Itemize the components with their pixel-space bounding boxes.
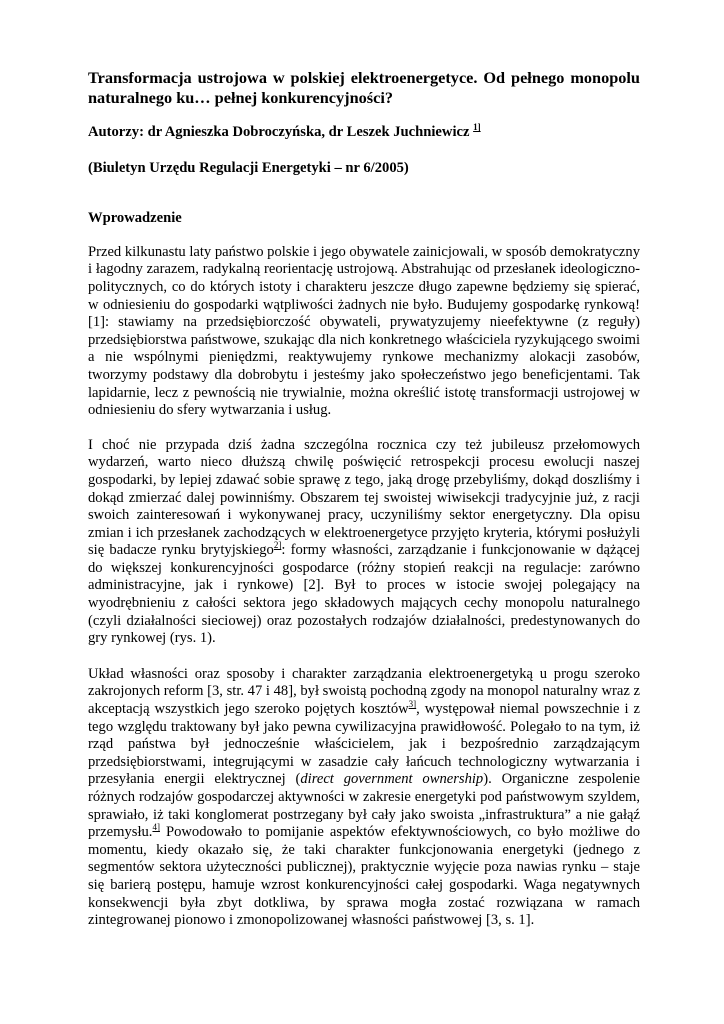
source-bulletin: (Biuletyn Urzędu Regulacji Energetyki – nr 6/2005) bbox=[88, 159, 409, 176]
paragraph-3-part-a: Układ własności oraz sposoby i charakter zarządzania elektroenergetyką u progu szeroko zakrojonych reform [3, str. 47 i 48], był swoistą pochodną zgody na monopol naturalny wraz z akceptacją wszystkich jego szeroko pojętych kosztów bbox=[88, 665, 640, 718]
paragraph-1: Przed kilkunastu laty państwo polskie i jego obywatele zainicjowali, w sposób demokratyczny i łagodny zarazem, radykalną reorientację ustrojową. Abstrahując od przesłanek ideologiczno-politycznych, co do których istoty i charakteru jeszcze długo zapewne będziemy się spierać, w odniesieniu do gospodarki wątpliwości żadnych nie było. Budujemy gospodarkę rynkową! [1]: stawiamy na przedsiębiorczość obywateli, prywatyzujemy nieefektywne (z reguły) przedsiębiorstwa państwowe, szukając dla nich konkretnego właściciela ryzykującego swoimi a nie wspólnymi pieniędzmi, reaktywujemy rynkowe mechanizmy alokacji zasobów, tworzymy podstawy dla dobrobytu i jesteśmy jako społeczeństwo jego beneficjentami. Tak lapidarnie, lecz z pewnością nie trywialnie, można określić istotę transformacji ustrojowej w odniesieniu do sfery wytwarzania i usług. bbox=[88, 243, 641, 419]
footnote-link-1[interactable]: 1] bbox=[473, 122, 481, 132]
paragraph-2 bbox=[88, 437, 640, 648]
paragraph-3-part-d: Powodowało to pomijanie aspektów efektywnościowych, co było możliwe do momentu, kiedy okazało się, że taki charakter funkcjonowania energetyki (jednego z segmentów sektora użyteczności publicznej), praktycznie wyjęcie poza nawias rynku – staje się barierą postępu, hamuje wzrost konkurencyjności całej gospodarki. Waga negatywnych konsekwencji była zbyt dotkliwa, by sprawa mogła zostać rozwiązana w ramach zintegrowanej pionowo i zmonopolizowanej własności państwowej [3, s. 1]. bbox=[88, 824, 640, 929]
paragraph-2-part-a: I choć nie przypada dziś żadna szczególna rocznica czy też jubileusz przełomowych wydarzeń, warto nieco dłuższą chwilę poświęcić retrospekcji procesu ewolucji naszej gospodarki, by lepiej zdawać sobie sprawę z tego, jaką drogę przebyliśmy, dokąd doszliśmy i dokąd zmierzać dalej powinniśmy. Obszarem tej swoistej wiwisekcji tradycyjnie już, z racji swoich zainteresowań i wykonywanej pracy, uczyniliśmy sektor energetyczny. Dla opisu zmian i ich przesłanek zachodzących w elektroenergetyce przyjęto kryteria, którymi posłużyli się badacze rynku brytyjskiego bbox=[88, 436, 640, 559]
footnote-link-3[interactable]: 3] bbox=[408, 699, 417, 710]
footnote-link-2[interactable]: 2] bbox=[273, 540, 282, 551]
footnote-link-4[interactable]: 4] bbox=[152, 822, 160, 833]
paragraph-3-italic-term: direct government ownership bbox=[300, 771, 484, 788]
authors-text: Autorzy: dr Agnieszka Dobroczyńska, dr Leszek Juchniewicz bbox=[88, 124, 474, 140]
paragraph-3 bbox=[88, 666, 640, 930]
authors-line bbox=[88, 124, 640, 142]
document-page bbox=[88, 68, 640, 930]
document-title: Transformacja ustrojowa w polskiej elektroenergetyce. Od pełnego monopolu naturalnego ku… pełnej konkurencyjności? bbox=[88, 68, 640, 107]
section-heading: Wprowadzenie bbox=[88, 210, 182, 227]
paragraph-2-part-b: : formy własności, zarządzanie i funkcjonowanie w dążącej do większej konkurencyjności gospodarce (różny stopień reakcji na regulacje: zarówno administracyjne, jak i rynkowe) [2]. Był to proces w istocie swojej polegający na wyodrębnieniu z całości sektora jego składowych mających cechy monopolu naturalnego (czyli działalności sieciowej) oraz pozostałych rodzajów działalności, predestynowanych do gry rynkowej (rys. 1). bbox=[88, 542, 640, 647]
paragraph-3-part-b: , występował niemal powszechnie i z tego względu traktowany był jako pewna cywilizacyjna prawidłowość. Polegało to na tym, iż rząd państwa był jednocześnie właścicielem, jak i bezpośrednio zarządzającym przedsiębiorstwami, integrującymi w zasadzie cały łańcuch technologiczny wytwarzania i przesyłania energii elektrycznej ( bbox=[88, 701, 640, 788]
paragraph-3-part-c: ). Organiczne zespolenie różnych rodzajów gospodarczej aktywności w zakresie energetyki pod państwowym szyldem, sprawiało, iż taki konglomerat postrzegany był cały jako swoista „infrastruktura” a nie gałąź przemysłu. bbox=[88, 771, 640, 841]
